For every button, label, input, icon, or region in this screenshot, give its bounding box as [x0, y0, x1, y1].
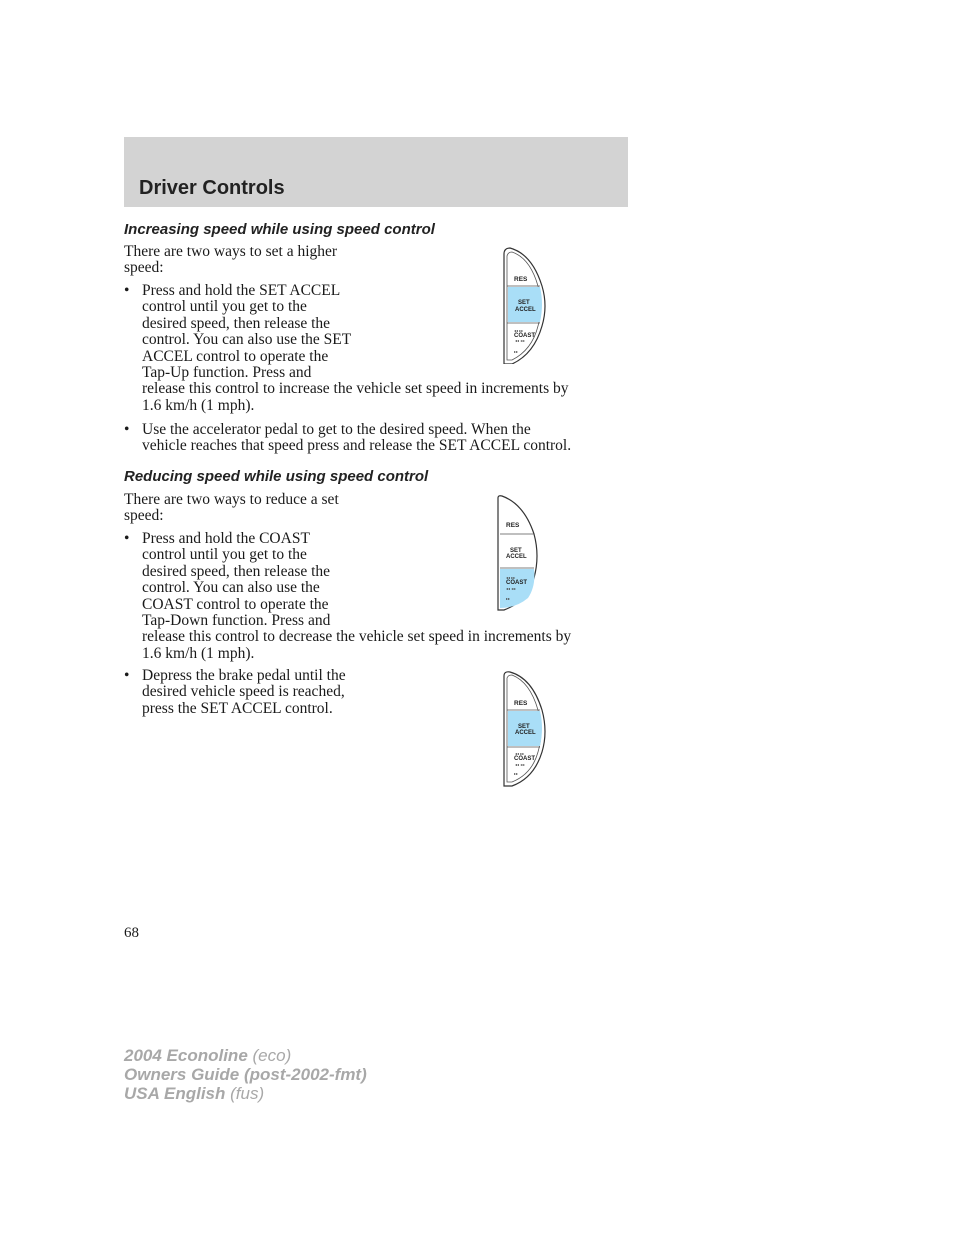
heading-reducing-speed: Reducing speed while using speed control [124, 468, 429, 485]
coast-label: COAST [514, 756, 535, 762]
set-label: SET [510, 548, 522, 554]
set-label: SET [518, 724, 530, 730]
coast-label: COAST [506, 580, 527, 586]
svg-text:◂◂ ◂◂: ◂◂ ◂◂ [506, 586, 516, 591]
footer-line-3 [124, 1084, 367, 1103]
increase-bullet-1-text: Press and hold the SET ACCEL control until you get to the desired speed, then release the control. You can also use the SET ACCEL control to operate the Tap-Up function. Press and release this control to increase the vehicle set speed in increments by 1.6 km/h (1 mph). [142, 282, 569, 414]
svg-text:◂◂ ▸▸: ◂◂ ▸▸ [514, 328, 524, 333]
accel-label: ACCEL [515, 730, 536, 736]
coast-label: COAST [514, 333, 535, 339]
heading-increasing-speed: Increasing speed while using speed control [124, 221, 435, 238]
bullet-dot: • [124, 421, 130, 438]
footer-line-1 [124, 1046, 367, 1065]
svg-text:◂◂ ▸▸: ◂◂ ▸▸ [515, 751, 525, 756]
svg-text:▸▸: ▸▸ [506, 596, 511, 601]
set-label: SET [518, 300, 530, 306]
svg-text:▸▸: ▸▸ [514, 771, 519, 776]
speed-control-figure-set-accel-2 [500, 670, 548, 788]
reduce-intro-text: There are two ways to reduce a set speed: [124, 491, 339, 525]
svg-text:◂◂ ◂◂: ◂◂ ◂◂ [515, 762, 525, 767]
footer-model: 2004 Econoline [124, 1046, 248, 1065]
res-label: RES [514, 700, 528, 707]
footer-model-code: (eco) [247, 1046, 292, 1065]
reduce-bullet-2-text: Depress the brake pedal until the desired vehicle speed is reached, press the SET ACCEL control. [142, 667, 346, 717]
res-label: RES [514, 276, 528, 283]
page-number: 68 [124, 925, 139, 941]
bullet-dot: • [124, 530, 130, 547]
svg-text:▸▸: ▸▸ [514, 349, 519, 354]
svg-text:◂◂ ◂◂: ◂◂ ◂◂ [515, 338, 525, 343]
footer-line-2 [124, 1065, 367, 1084]
section-header-band [124, 137, 628, 207]
increase-bullet-2-text: Use the accelerator pedal to get to the desired speed. When the vehicle reaches that speed press and release the SET ACCEL control. [142, 421, 572, 455]
accel-label: ACCEL [515, 307, 536, 313]
footer-language: USA English [124, 1084, 226, 1103]
bullet-dot: • [124, 667, 130, 684]
bullet-dot: • [124, 282, 130, 299]
speed-control-figure-coast [494, 494, 542, 612]
document-footer [124, 1046, 367, 1103]
increase-intro-text: There are two ways to set a higher speed: [124, 243, 338, 277]
speed-control-figure-set-accel [500, 246, 548, 364]
footer-language-code: (fus) [225, 1084, 265, 1103]
res-label: RES [506, 522, 520, 529]
svg-text:◂◂ ▸▸: ◂◂ ▸▸ [506, 575, 516, 580]
reduce-bullet-1-text: Press and hold the COAST control until you get to the desired speed, then release the control. You can also use the COAST control to operate the Tap-Down function. Press and release this control to decrease the vehicle set speed in increments by 1.6 km/h (1 mph). [142, 530, 572, 662]
page-title: Driver Controls [139, 177, 285, 199]
accel-label: ACCEL [506, 554, 527, 560]
footer-guide: Owners Guide (post-2002-fmt) [124, 1065, 367, 1084]
